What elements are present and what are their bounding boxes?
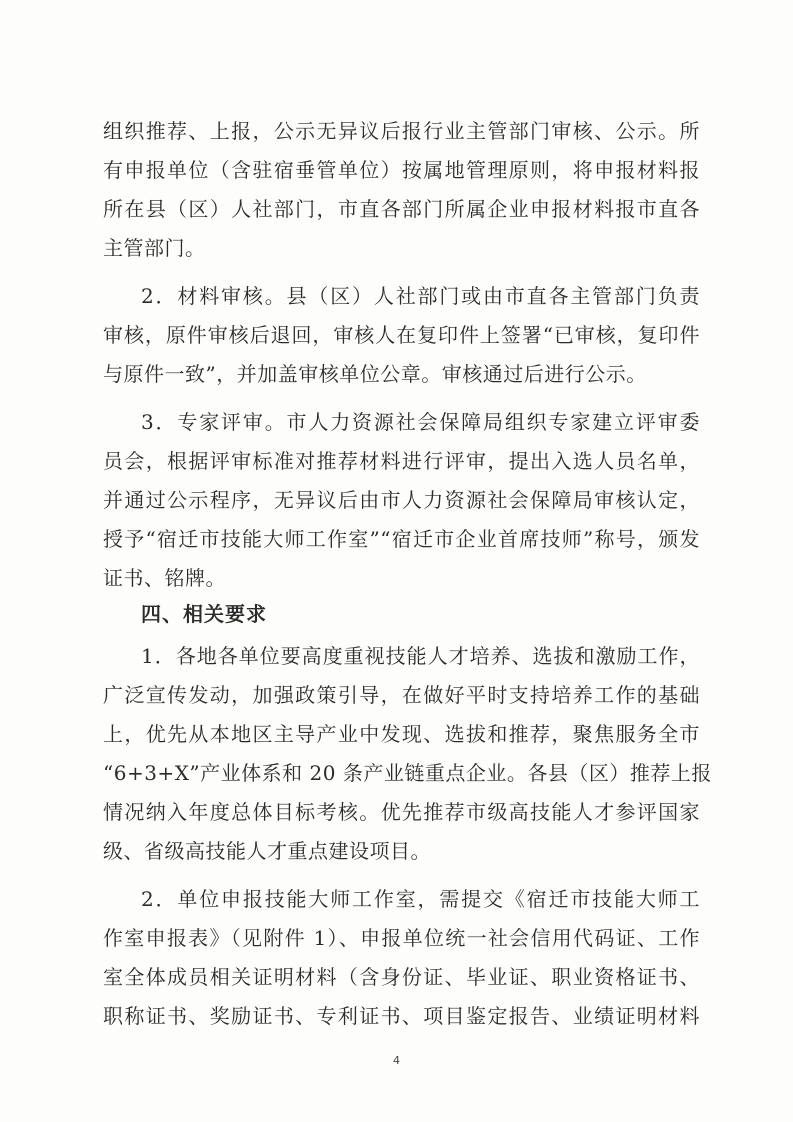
text-line: 并通过公示程序，无异议后由市人力资源社会保障局审核认定， — [103, 488, 700, 512]
text-line: 职称证书、奖励证书、专利证书、项目鉴定报告、业绩证明材料 — [103, 1004, 700, 1028]
text-line: 与原件一致”，并加盖审核单位公章。审核通过后进行公示。 — [103, 362, 647, 386]
text-line: 情况纳入年度总体目标考核。优先推荐市级高技能人才参评国家 — [103, 800, 700, 824]
text-line: 上，优先从本地区主导产业中发现、选拔和推荐，聚焦服务全市 — [103, 722, 700, 746]
text-line: 级、省级高技能人才重点建设项目。 — [103, 839, 431, 863]
text-line: 证书、铭牌。 — [103, 566, 226, 590]
text-line: 室全体成员相关证明材料（含身份证、毕业证、职业资格证书、 — [103, 965, 700, 989]
text-line: 广泛宣传发动，加强政策引导，在做好平时支持培养工作的基础 — [103, 683, 700, 707]
text-line: 主管部门。 — [103, 236, 206, 260]
text-line: 所在县（区）人社部门，市直各部门所属企业申报材料报市直各 — [103, 197, 700, 221]
text-line: 作室申报表》（见附件 1）、申报单位统一社会信用代码证、工作 — [103, 926, 700, 950]
text-line: 有申报单位（含驻宿垂管单位）按属地管理原则，将申报材料报 — [103, 158, 700, 182]
text-line: 授予“宿迁市技能大师工作室”“宿迁市企业首席技师”称号，颁发 — [103, 527, 700, 551]
text-line: 员会，根据评审标准对推荐材料进行评审，提出入选人员名单， — [103, 449, 700, 473]
text-line: 2．材料审核。县（区）人社部门或由市直各主管部门负责 — [141, 284, 700, 308]
section-heading: 四、相关要求 — [141, 602, 267, 626]
text-line: 审核，原件审核后退回，审核人在复印件上签署“已审核，复印件 — [103, 323, 700, 347]
page-number: 4 — [393, 1054, 400, 1067]
text-line: 3．专家评审。市人力资源社会保障局组织专家建立评审委 — [141, 410, 700, 434]
text-line: 组织推荐、上报，公示无异议后报行业主管部门审核、公示。所 — [103, 119, 700, 143]
text-line: 1．各地各单位要高度重视技能人才培养、选拔和激励工作， — [141, 644, 700, 668]
text-line: 2．单位申报技能大师工作室，需提交《宿迁市技能大师工 — [141, 887, 700, 911]
text-line: “6+3+X”产业体系和 20 条产业链重点企业。各县（区）推荐上报 — [103, 761, 712, 785]
